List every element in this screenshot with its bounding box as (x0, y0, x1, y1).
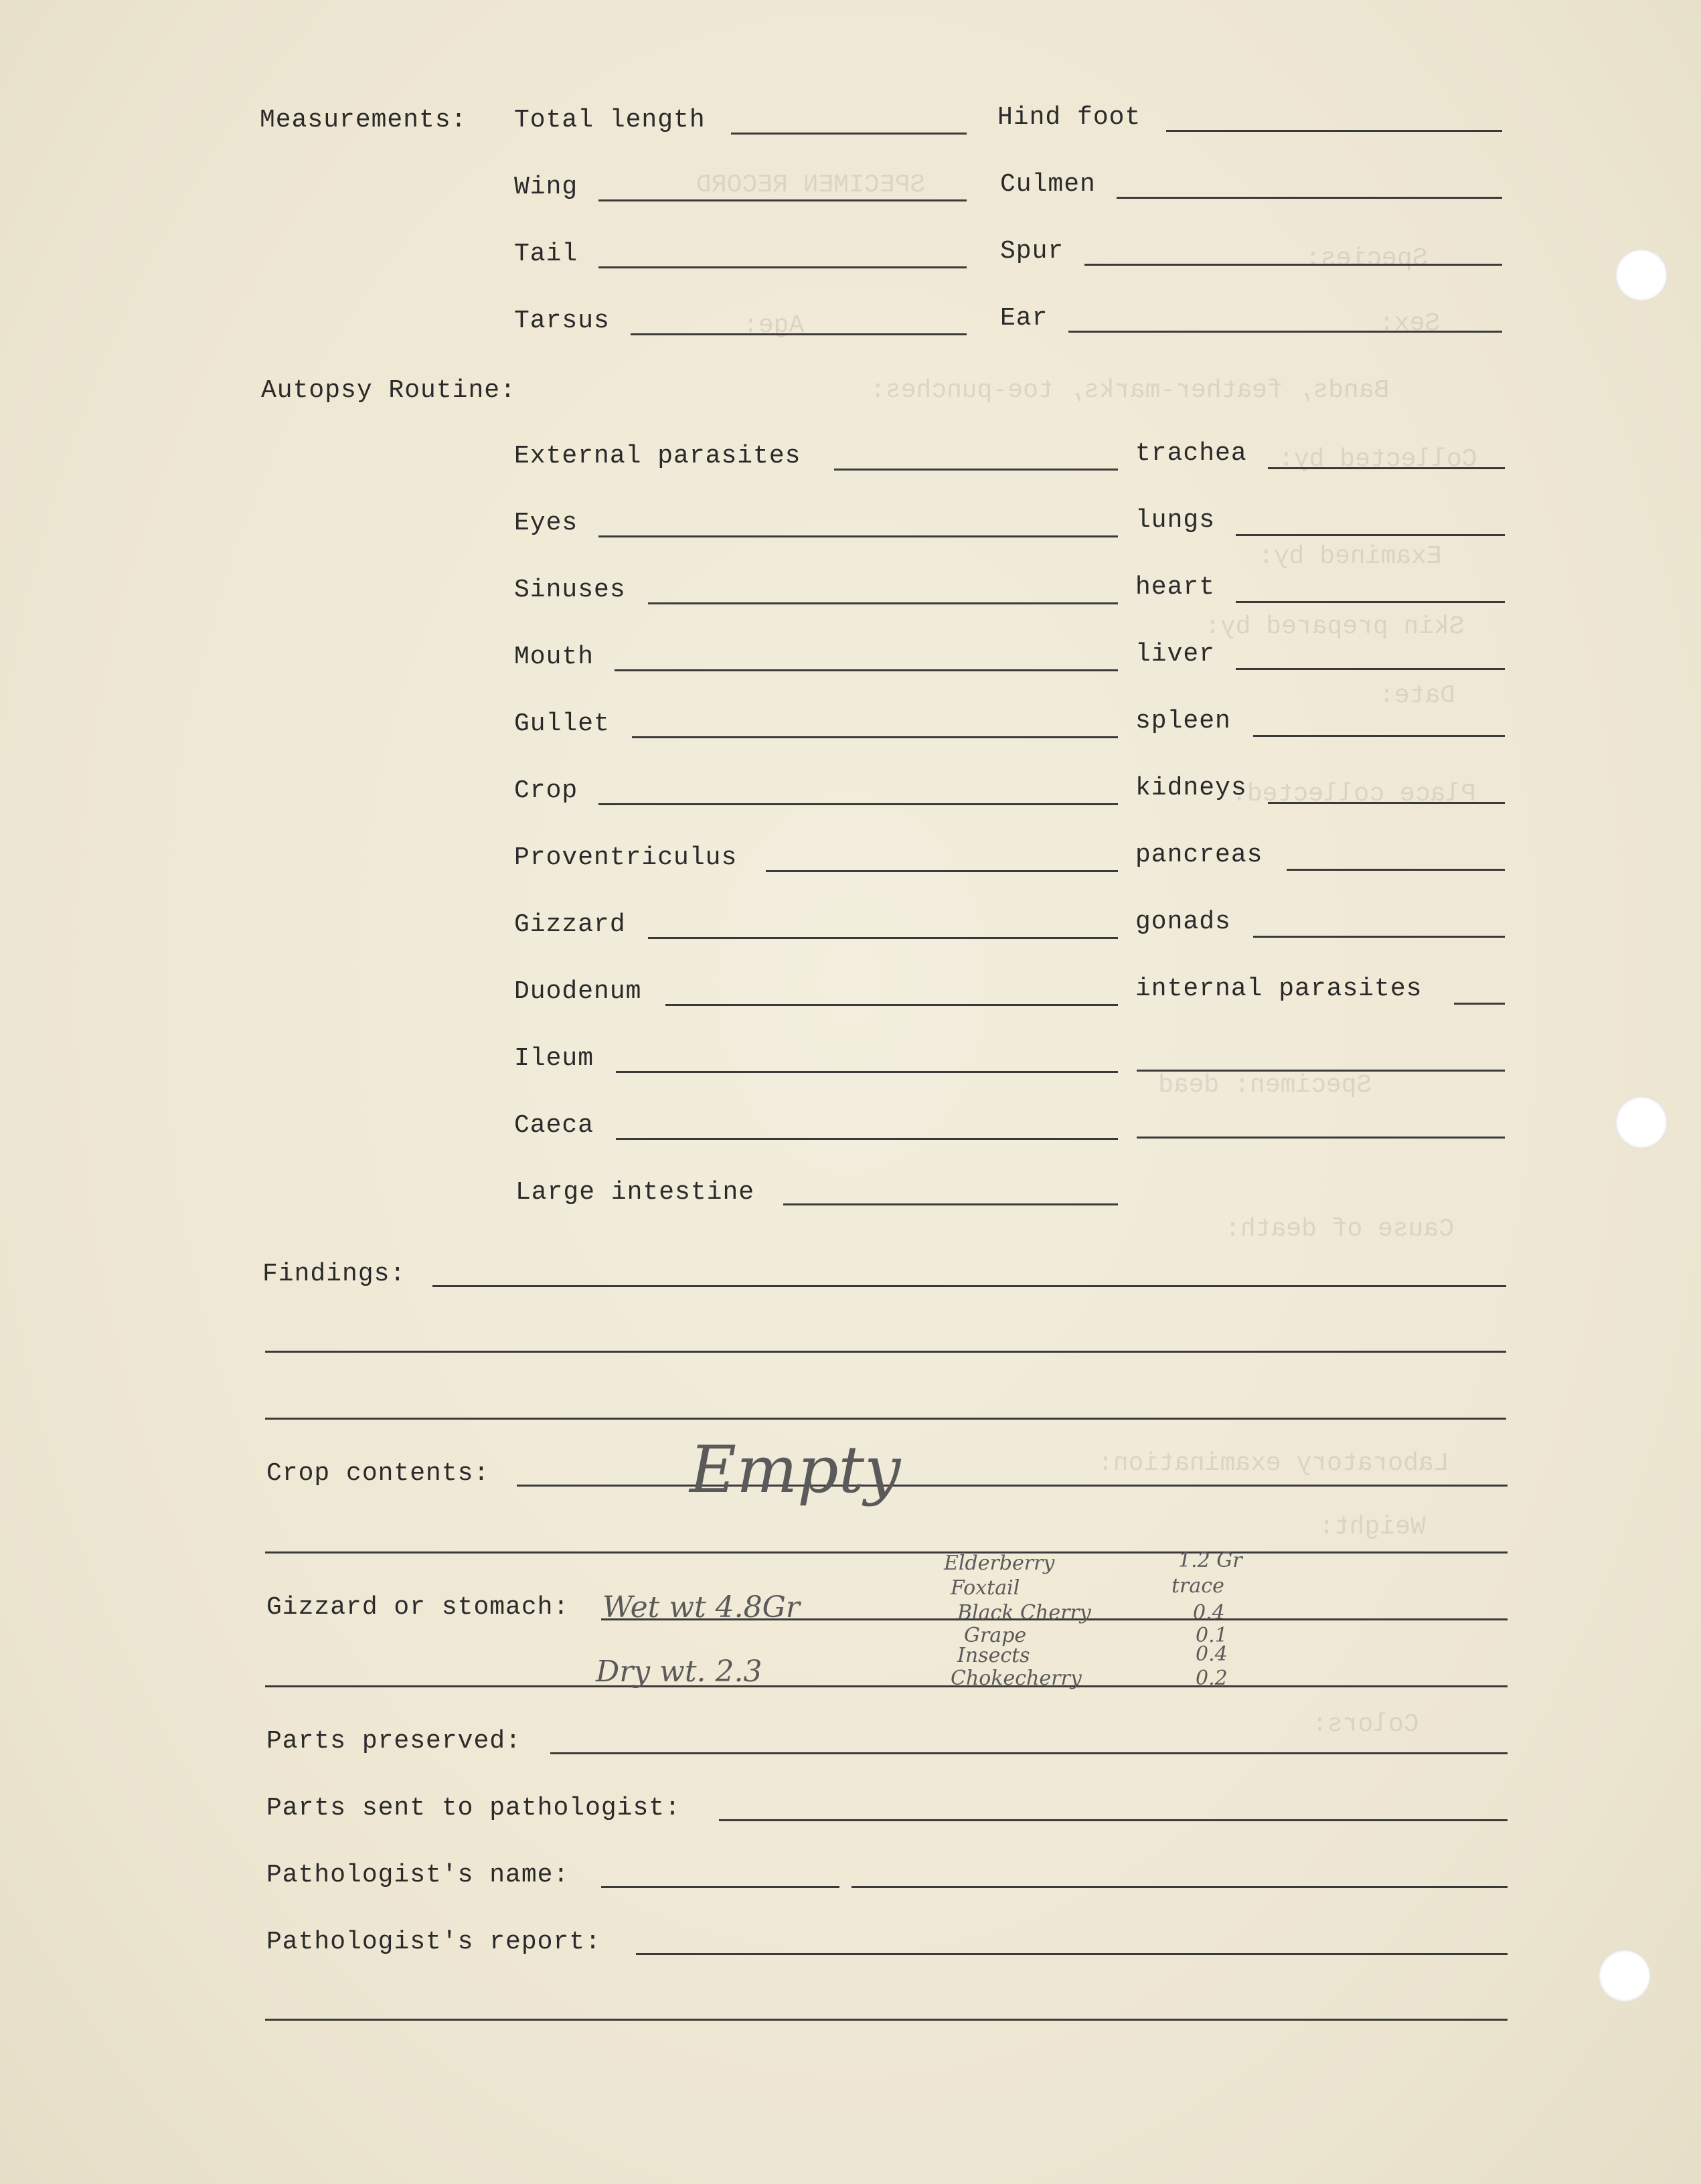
large-intestine-field[interactable] (783, 1203, 1118, 1205)
sinuses-label: Sinuses (514, 576, 626, 604)
gonads-label: gonads (1135, 908, 1231, 936)
mouth-label: Mouth (514, 643, 594, 671)
ileum-field[interactable] (616, 1071, 1118, 1073)
bleed-through-text: Species: (1305, 244, 1428, 273)
pancreas-field[interactable] (1287, 869, 1505, 871)
hind-foot-field[interactable] (1166, 130, 1502, 132)
lungs-label: lungs (1135, 506, 1216, 535)
bleed-through-text: Specimen: dead (1158, 1071, 1372, 1100)
spur-label: Spur (1000, 237, 1064, 266)
proventriculus-field[interactable] (766, 870, 1118, 872)
proventriculus-label: Proventriculus (514, 843, 738, 872)
gizzard-organ-field[interactable] (648, 937, 1118, 939)
pathologist-name-label: Pathologist's name: (266, 1861, 570, 1889)
stomach-item-amount: 1.2 Gr (1178, 1549, 1242, 1572)
spur-field[interactable] (1084, 264, 1502, 266)
hind-foot-label: Hind foot (997, 103, 1141, 132)
sinuses-field[interactable] (648, 602, 1118, 604)
lungs-field[interactable] (1236, 534, 1505, 536)
gullet-field[interactable] (632, 736, 1118, 738)
stomach-item-amount: trace (1171, 1574, 1224, 1598)
dry-weight-handwriting: Dry wt. 2.3 (596, 1655, 762, 1689)
heart-field[interactable] (1236, 601, 1505, 603)
duodenum-field[interactable] (665, 1004, 1118, 1006)
pathologist-name-field[interactable] (601, 1886, 839, 1888)
eyes-field[interactable] (598, 535, 1118, 537)
bleed-through-text: Weight: (1319, 1513, 1426, 1541)
bleed-through-text: Age: (743, 311, 805, 340)
caeca-label: Caeca (514, 1111, 594, 1140)
duodenum-label: Duodenum (514, 977, 642, 1006)
bleed-through-text: Colors: (1312, 1710, 1419, 1739)
spleen-label: spleen (1135, 707, 1231, 736)
culmen-field[interactable] (1117, 197, 1502, 199)
stomach-item-amount: 0.2 (1196, 1667, 1228, 1690)
gonads-field[interactable] (1253, 936, 1505, 938)
gizzard-stomach-label: Gizzard or stomach: (266, 1593, 570, 1622)
stomach-item-amount: 0.4 (1193, 1601, 1225, 1624)
bleed-through-text: Bands, feather-marks, toe-punches: (870, 376, 1390, 405)
bleed-through-text: Examined by: (1259, 542, 1442, 571)
eyes-label: Eyes (514, 509, 578, 537)
large-intestine-label: Large intestine (515, 1178, 755, 1207)
pathologist-name-field-extra[interactable] (852, 1886, 1508, 1888)
bleed-through-text: Laboratory examination: (1098, 1449, 1449, 1478)
pathologist-report-field[interactable] (636, 1953, 1508, 1955)
bleed-through-text: Sex: (1379, 309, 1441, 338)
crop-field[interactable] (598, 803, 1118, 805)
crop-label: Crop (514, 776, 578, 805)
stomach-item-name: Grape (964, 1624, 1027, 1647)
autopsy-heading: Autopsy Routine: (261, 376, 516, 405)
gizzard-organ-label: Gizzard (514, 910, 626, 939)
mouth-field[interactable] (615, 669, 1118, 671)
gullet-label: Gullet (514, 709, 610, 738)
measurements-heading: Measurements: (260, 106, 467, 135)
tarsus-field[interactable] (631, 333, 967, 335)
findings-field-line[interactable] (265, 1418, 1506, 1420)
stomach-item-name: Black Cherry (957, 1601, 1091, 1624)
internal-parasites-field[interactable] (1454, 1003, 1505, 1005)
wing-label: Wing (514, 173, 578, 201)
wet-weight-handwriting: Wet wt 4.8Gr (602, 1590, 800, 1624)
pathologist-report-field-line[interactable] (265, 2019, 1508, 2021)
liver-label: liver (1135, 640, 1216, 669)
parts-preserved-label: Parts preserved: (266, 1727, 521, 1756)
pathologist-report-label: Pathologist's report: (266, 1928, 601, 1956)
findings-field[interactable] (432, 1285, 1506, 1287)
tail-label: Tail (514, 240, 578, 268)
spleen-field[interactable] (1253, 735, 1505, 737)
extra-organ-field[interactable] (1137, 1070, 1505, 1072)
crop-contents-field-line[interactable] (265, 1551, 1508, 1553)
caeca-field[interactable] (616, 1138, 1118, 1140)
binder-hole (1615, 1096, 1668, 1149)
stomach-item-amount: 0.4 (1196, 1643, 1228, 1666)
internal-parasites-label: internal parasites (1135, 975, 1423, 1003)
ear-label: Ear (1000, 304, 1048, 333)
findings-label: Findings: (262, 1260, 406, 1288)
findings-field-line[interactable] (265, 1351, 1506, 1353)
parts-sent-label: Parts sent to pathologist: (266, 1794, 681, 1823)
bleed-through-text: Cause of death: (1225, 1215, 1455, 1244)
crop-contents-label: Crop contents: (266, 1459, 490, 1488)
kidneys-field[interactable] (1268, 802, 1505, 804)
wing-field[interactable] (598, 199, 967, 201)
bleed-through-text: Date: (1379, 681, 1456, 710)
tail-field[interactable] (598, 266, 967, 268)
kidneys-label: kidneys (1135, 774, 1247, 803)
ear-field[interactable] (1068, 331, 1502, 333)
gizzard-stomach-field-line[interactable] (265, 1685, 1508, 1687)
trachea-label: trachea (1135, 439, 1247, 468)
heart-label: heart (1135, 573, 1216, 602)
crop-contents-handwriting: Empty (690, 1432, 901, 1507)
parts-sent-field[interactable] (719, 1819, 1508, 1821)
bleed-through-text: SPECIMEN RECORD (696, 171, 926, 199)
bleed-through-text: Skin prepared by: (1205, 612, 1465, 641)
bleed-through-text: Collected by: (1279, 445, 1477, 474)
total-length-field[interactable] (731, 133, 967, 135)
pancreas-label: pancreas (1135, 841, 1263, 869)
tarsus-label: Tarsus (514, 307, 610, 335)
total-length-label: Total length (514, 106, 706, 135)
binder-hole (1615, 249, 1668, 301)
liver-field[interactable] (1236, 668, 1505, 670)
trachea-field[interactable] (1268, 467, 1505, 469)
crop-contents-field[interactable] (517, 1485, 1508, 1487)
stomach-item-name: Insects (957, 1644, 1030, 1667)
stomach-item-name: Chokecherry (951, 1667, 1082, 1690)
external-parasites-label: External parasites (514, 442, 801, 471)
culmen-label: Culmen (1000, 170, 1096, 199)
stomach-item-amount: 0.1 (1196, 1624, 1228, 1647)
parts-preserved-field[interactable] (550, 1752, 1508, 1754)
stomach-item-name: Foxtail (951, 1576, 1020, 1600)
extra-organ-field[interactable] (1137, 1137, 1505, 1139)
ileum-label: Ileum (514, 1044, 594, 1073)
stomach-item-name: Elderberry (944, 1551, 1055, 1575)
bleed-through-text: Place collected: (1232, 780, 1476, 809)
binder-hole (1599, 1950, 1651, 2002)
external-parasites-field[interactable] (834, 469, 1118, 471)
